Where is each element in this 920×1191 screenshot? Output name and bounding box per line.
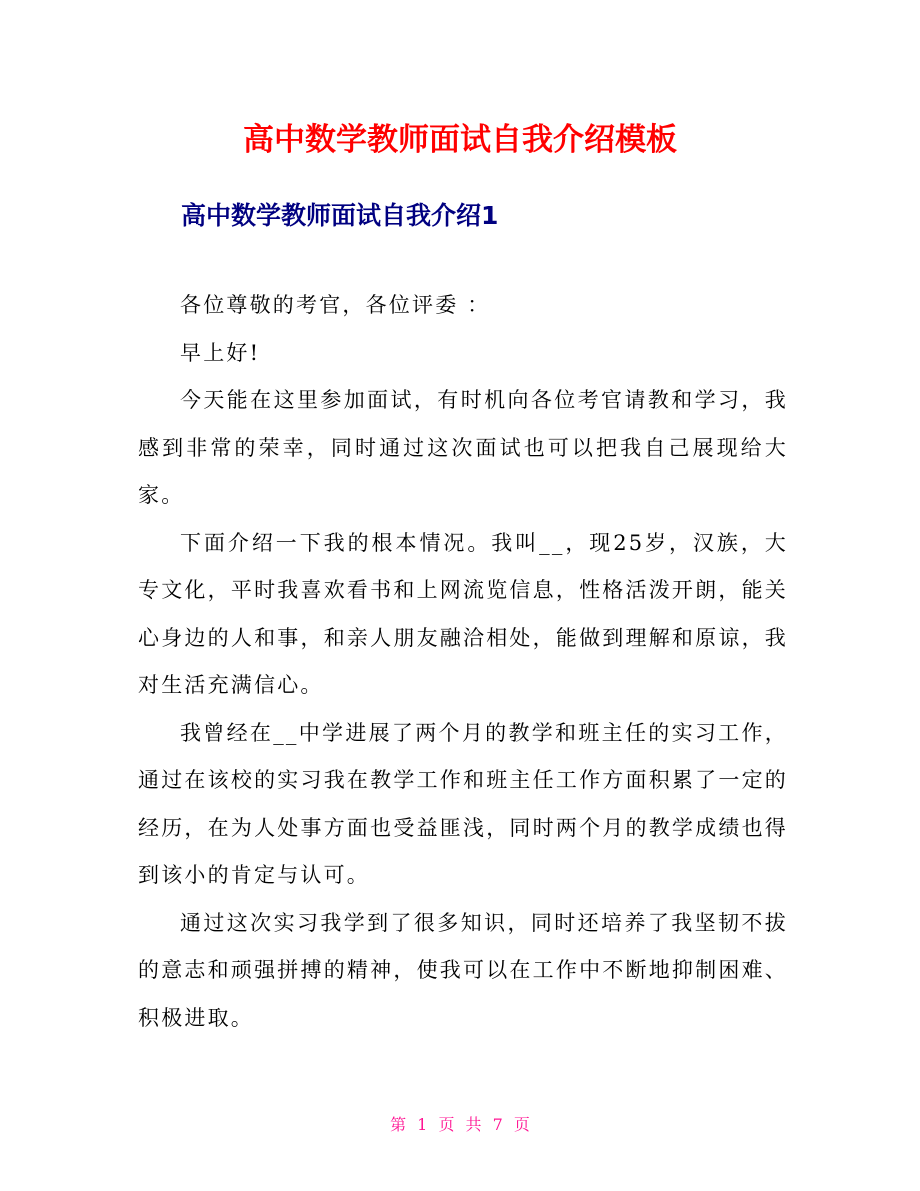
document-title: 高中数学教师面试自我介绍模板	[243, 122, 677, 158]
body-text	[138, 282, 788, 1042]
greeting-line: 各位尊敬的考官，各位评委 ：	[180, 293, 491, 317]
page-number-footer: 第 1 页 共 7 页	[390, 1115, 530, 1134]
paragraph-internship: 我曾经在__中学进展了两个月的教学和班主任的实习工作，通过在该校的实习我在教学工作和班主任工作方面积累了一定的经历，在为人处事方面也受益匪浅，同时两个月的教学成绩也得到该小的肯定与认可。	[138, 720, 788, 887]
section-heading: 高中数学教师面试自我介绍1	[181, 201, 499, 230]
paragraph-lessons: 通过这次实习我学到了很多知识，同时还培养了我坚韧不拔的意志和顽强拼搏的精神，使我可以在工作中不断地抑制困难、积极进取。	[138, 910, 788, 1030]
paragraph-intro: 今天能在这里参加面试，有时机向各位考官请教和学习，我感到非常的荣幸，同时通过这次面试也可以把我自己展现给大家。	[138, 388, 788, 507]
paragraph-background: 下面介绍一下我的根本情况。我叫__，现25岁，汉族，大专文化，平时我喜欢看书和上网流览信息，性格活泼开朗，能关心身边的人和事，和亲人朋友融洽相处，能做到理解和原谅，我对生活充满信心。	[138, 530, 788, 697]
good-morning-line: 早上好!	[180, 340, 261, 365]
